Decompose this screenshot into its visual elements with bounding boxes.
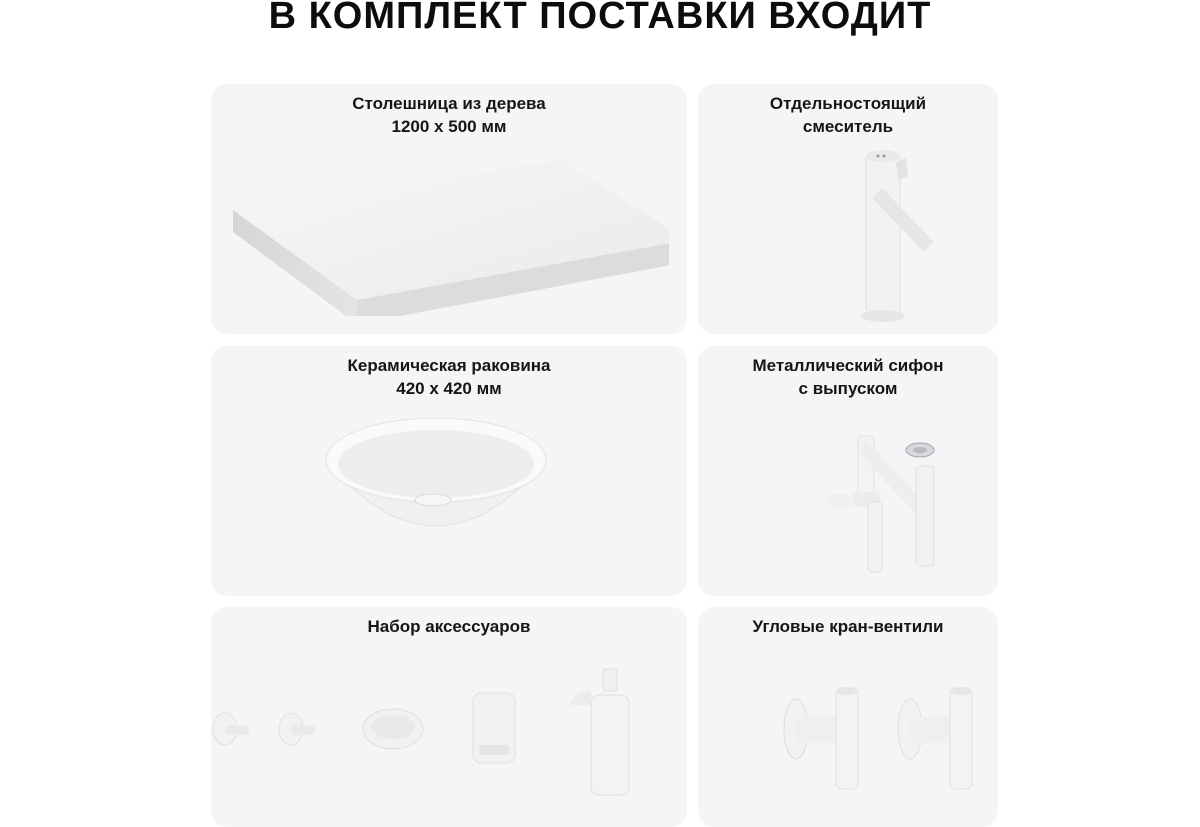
angle-valves-icon bbox=[774, 685, 994, 805]
page-title: В КОМПЛЕКТ ПОСТАВКИ ВХОДИТ bbox=[268, 0, 932, 37]
freestanding-faucet-icon bbox=[838, 148, 948, 328]
item-card-sink bbox=[211, 346, 687, 596]
wooden-countertop-icon bbox=[229, 156, 669, 316]
item-label: Металлический сифон с выпуском bbox=[752, 356, 944, 398]
ceramic-sink-icon bbox=[321, 412, 551, 542]
item-card-siphon bbox=[698, 346, 998, 596]
item-card-faucet bbox=[698, 84, 998, 334]
accessory-set-icon bbox=[211, 665, 687, 805]
item-label: Набор аксессуаров bbox=[367, 617, 531, 636]
item-label: Угловые кран-вентили bbox=[752, 617, 944, 636]
item-card-accessories bbox=[211, 607, 687, 827]
item-card-valves bbox=[698, 607, 998, 827]
item-label: Отдельностоящий смеситель bbox=[769, 94, 927, 136]
item-label: Столешница из дерева 1200 х 500 мм bbox=[352, 94, 546, 136]
item-card-countertop bbox=[211, 84, 687, 334]
metal-siphon-icon bbox=[798, 406, 958, 586]
item-label: Керамическая раковина 420 х 420 мм bbox=[347, 356, 551, 398]
